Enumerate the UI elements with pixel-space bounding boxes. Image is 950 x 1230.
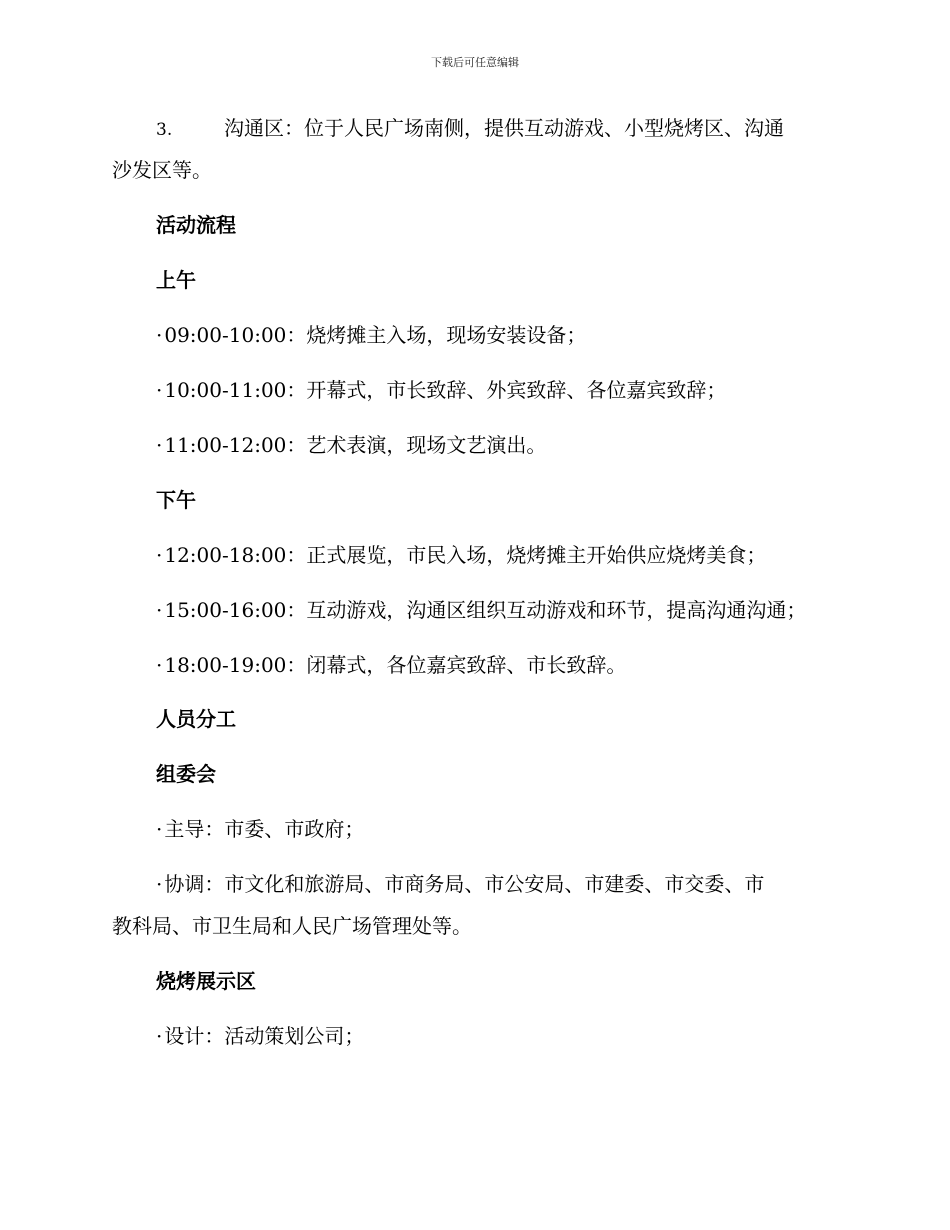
list-item: · 主导：市委、市政府； xyxy=(156,817,365,841)
heading-committee: 组委会 xyxy=(156,762,216,786)
list-item: · 12:00-18:00：正式展览，市民入场，烧烤摊主开始供应烧烤美食； xyxy=(156,543,767,567)
list-item: · 09:00-10:00：烧烤摊主入场，现场安装设备； xyxy=(156,323,587,347)
heading-bbq-area: 烧烤展示区 xyxy=(156,969,256,993)
item-text: 沟通区：位于人民广场南侧，提供互动游戏、小型烧烤区、沟通 xyxy=(224,116,784,140)
numbered-item-line-1 xyxy=(156,114,842,144)
list-item-continuation: 教科局、市卫生局和人民广场管理处等。 xyxy=(112,914,472,938)
list-item: · 协调：市文化和旅游局、市商务局、市公安局、市建委、市交委、市 xyxy=(156,872,765,896)
item-number: 3. xyxy=(156,120,173,140)
list-item: · 15:00-16:00：互动游戏，沟通区组织互动游戏和环节，提高沟通沟通； xyxy=(156,598,807,622)
list-item: · 18:00-19:00：闭幕式，各位嘉宾致辞、市长致辞。 xyxy=(156,653,627,677)
list-item: · 11:00-12:00：艺术表演，现场文艺演出。 xyxy=(156,433,547,457)
list-item: · 设计：活动策划公司； xyxy=(156,1024,365,1048)
heading-afternoon: 下午 xyxy=(156,488,196,512)
page-header: 下载后可任意编辑 xyxy=(431,56,519,69)
heading-morning: 上午 xyxy=(156,268,196,292)
heading-staffing: 人员分工 xyxy=(156,707,236,731)
list-item: · 10:00-11:00：开幕式，市长致辞、外宾致辞、各位嘉宾致辞； xyxy=(156,378,727,402)
numbered-item-line-2: 沙发区等。 xyxy=(112,158,212,182)
heading-activity-flow: 活动流程 xyxy=(156,213,236,237)
